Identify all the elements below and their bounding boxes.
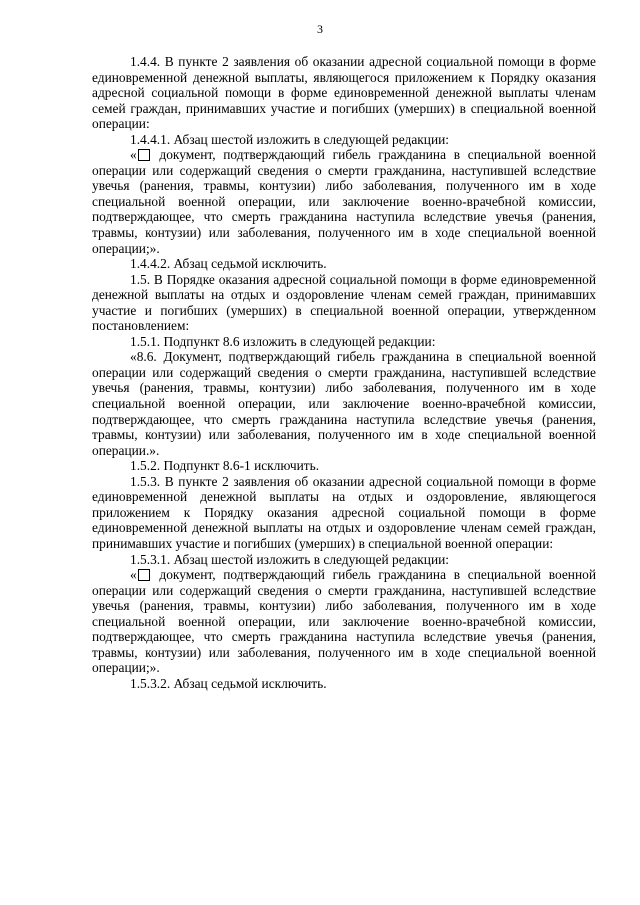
paragraph-text: 1.5.3. В пункте 2 заявления об оказании адресной социальной помощи в форме единовременной денежной выплаты на отдых и оздоровление, являющегося приложением к Порядку оказания адресной социальной помощи в форме единовременной денежной выплаты на отдых и оздоровление членам семей граждан, принимавших участие и погибших (умерших) в специальной военной операции:: [92, 473, 596, 551]
paragraph-quote-1: [92, 147, 596, 256]
paragraph-1-4-4-1: [92, 132, 596, 148]
paragraph-text: 1.5.3.1. Абзац шестой изложить в следующей редакции:: [130, 551, 449, 567]
paragraph-text: 1.4.4.1. Абзац шестой изложить в следующей редакции:: [130, 131, 449, 147]
paragraph-text: 1.5.2. Подпункт 8.6-1 исключить.: [130, 458, 320, 474]
paragraph-1-5-2: [92, 458, 596, 474]
paragraph-1-5: [92, 272, 596, 334]
paragraph-text: «8.6. Документ, подтверждающий гибель гражданина в специальной военной операции или содержащий сведения о смерти гражданина, наступившей вследствие увечья (ранения, травмы, контузии) либо заболевания, полученного им в ходе специальной военной операции, или заключение военно-врачебной комиссии, подтверждающее, что смерть гражданина наступила вследствие увечья (ранения, травмы, контузии) или заболевания, полученного им в ходе специальной военной операции.».: [92, 349, 596, 458]
paragraph-1-5-1: [92, 334, 596, 350]
paragraph-text: 1.4.4. В пункте 2 заявления об оказании адресной социальной помощи в форме единовременной денежной выплаты, являющегося приложением к Порядку оказания адресной социальной помощи в форме единовременной денежной выплаты членам семей граждан, принимавших участие и погибших (умерших) в специальной военной операции:: [92, 54, 596, 132]
paragraph-text: документ, подтверждающий гибель гражданина в специальной военной операции или содержащий сведения о смерти гражданина, наступившей вследствие увечья (ранения, травмы, контузии) либо заболевания, полученного им в ходе специальной военной операции, или заключение военно-врачебной комиссии, подтверждающее, что смерть гражданина наступила вследствие увечья (ранения, травмы, контузии) или заболевания, полученного им в ходе специальной военной операции;».: [92, 147, 596, 256]
paragraph-text: 1.5.3.2. Абзац седьмой исключить.: [130, 675, 327, 691]
paragraph-quote-2: [92, 567, 596, 676]
checkbox-icon: [138, 149, 150, 161]
document-body: [92, 54, 596, 691]
page-number: 3: [317, 22, 323, 36]
paragraph-1-5-3-1: [92, 552, 596, 568]
paragraph-1-5-3: [92, 474, 596, 552]
opening-quote: «: [130, 567, 137, 583]
opening-quote: «: [130, 147, 137, 163]
paragraph-text: 1.5. В Порядке оказания адресной социальной помощи в форме единовременной денежной выплаты на отдых и оздоровление членам семей граждан, принимавших участие и погибших (умерших) в специальной военной операции, утвержденном постановлением:: [92, 271, 596, 334]
paragraph-text: 1.4.4.2. Абзац седьмой исключить.: [130, 256, 327, 272]
paragraph-text: 1.5.1. Подпункт 8.6 изложить в следующей редакции:: [130, 333, 436, 349]
paragraph-text: документ, подтверждающий гибель гражданина в специальной военной операции или содержащий сведения о смерти гражданина, наступившей вследствие увечья (ранения, травмы, контузии) либо заболевания, полученного им в ходе специальной военной операции, или заключение военно-врачебной комиссии, подтверждающее, что смерть гражданина наступила вследствие увечья (ранения, травмы, контузии) или заболевания, полученного им в ходе специальной военной операции;».: [92, 567, 596, 676]
paragraph-1-5-3-2: [92, 676, 596, 692]
paragraph-8-6: [92, 349, 596, 458]
paragraph-1-4-4: [92, 54, 596, 132]
checkbox-icon: [138, 569, 150, 581]
paragraph-1-4-4-2: [92, 256, 596, 272]
